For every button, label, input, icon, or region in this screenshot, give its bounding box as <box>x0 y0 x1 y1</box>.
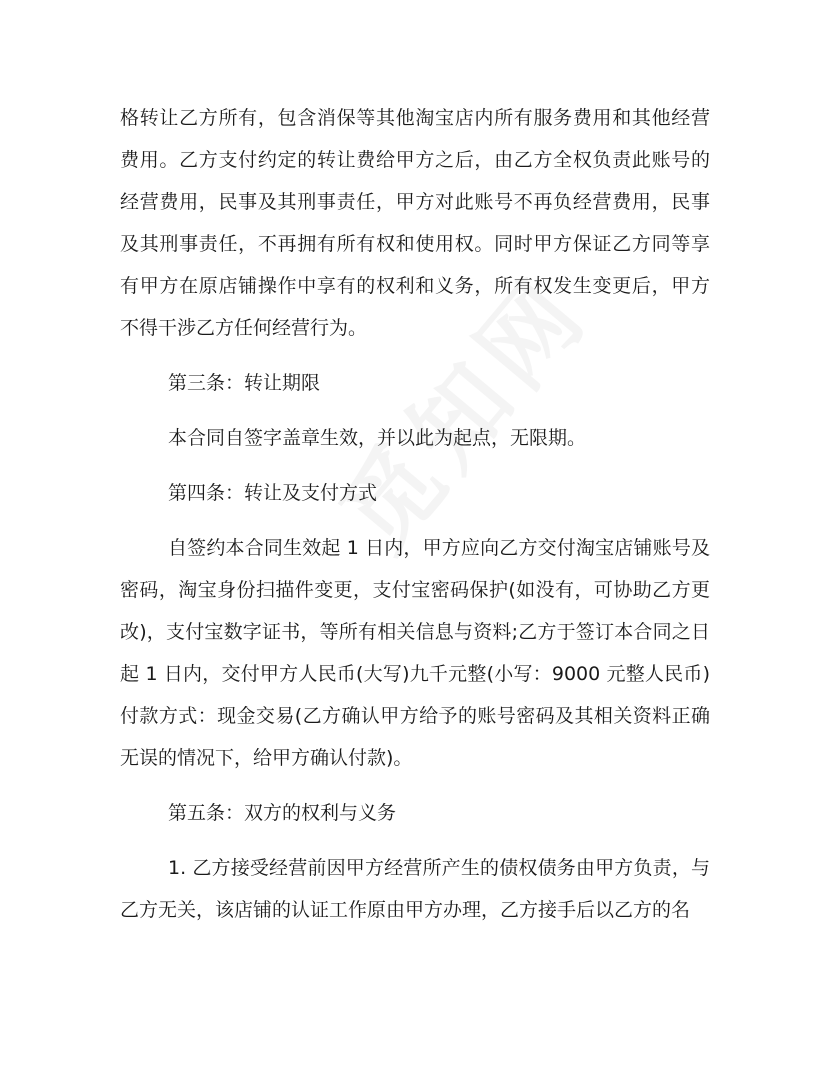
text-line: 有甲方在原店铺操作中享有的权利和义务，所有权发生变更后，甲方 <box>120 275 710 297</box>
text-line: 起 1 日内，交付甲方人民币(大写)九千元整(小写：9000 元整人民币) <box>120 663 710 685</box>
text-line: 1. 乙方接受经营前因甲方经营所产生的债权债务由甲方负责，与 <box>168 857 710 879</box>
text-line: 改)，支付宝数字证书，等所有相关信息与资料;乙方于签订本合同之日 <box>120 621 710 643</box>
section-heading <box>120 472 710 514</box>
text-line: 密码，淘宝身份扫描件变更，支付宝密码保护(如没有，可协助乙方更 <box>120 579 710 601</box>
text-line: 自签约本合同生效起 1 日内，甲方应向乙方交付淘宝店铺账号及 <box>168 537 710 559</box>
document-page <box>120 97 710 944</box>
section-heading <box>120 792 710 834</box>
text-line: 不得干涉乙方任何经营行为。 <box>120 317 368 339</box>
text-line: 本合同自签字盖章生效，并以此为起点，无限期。 <box>168 427 587 449</box>
text-line: 经营费用，民事及其刑事责任，甲方对此账号不再负经营费用，民事 <box>120 191 710 213</box>
text-line: 及其刑事责任，不再拥有所有权和使用权。同时甲方保证乙方同等享 <box>120 233 710 255</box>
body-paragraph <box>120 97 710 349</box>
section-heading <box>120 417 710 459</box>
text-line: 第四条：转让及支付方式 <box>168 482 378 504</box>
text-line: 费用。乙方支付约定的转让费给甲方之后，由乙方全权负责此账号的 <box>120 149 710 171</box>
text-line: 格转让乙方所有，包含消保等其他淘宝店内所有服务费用和其他经营 <box>120 107 710 129</box>
body-paragraph <box>120 527 710 779</box>
text-line: 无误的情况下，给甲方确认付款)。 <box>120 747 413 769</box>
body-paragraph <box>120 847 710 931</box>
text-line: 乙方无关，该店铺的认证工作原由甲方办理，乙方接手后以乙方的名 <box>120 899 691 921</box>
text-line: 第三条：转让期限 <box>168 372 321 394</box>
text-line: 第五条：双方的权利与义务 <box>168 802 397 824</box>
section-heading <box>120 362 710 404</box>
text-line: 付款方式：现金交易(乙方确认甲方给予的账号密码及其相关资料正确 <box>120 705 710 727</box>
